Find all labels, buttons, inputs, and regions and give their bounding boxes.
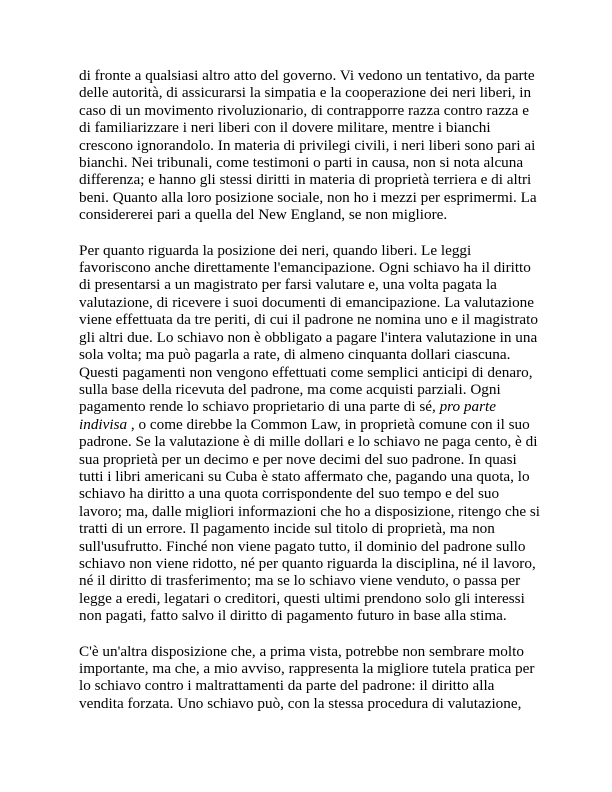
text-line: di presentarsi a un magistrato per farsi valutare e, una volta pagata la (79, 276, 497, 294)
text-line: favoriscono anche direttamente l'emancipazione. Ogni schiavo ha il diritto (79, 259, 531, 277)
text-line: crescono ignorandolo. In materia di privilegi civili, i neri liberi sono pari ai (79, 136, 536, 154)
text-line: beni. Quanto alla loro posizione sociale, non ho i mezzi per esprimermi. La (79, 188, 537, 206)
text-line: considererei pari a quella del New England, se non migliore. (79, 206, 448, 224)
text-line: valutazione, di ricevere i suoi documenti di emancipazione. La valutazione (79, 293, 535, 311)
text-line: Questi pagamenti non vengono effettuati come semplici anticipi di denaro, (79, 363, 533, 381)
text-line: tutti i libri americani su Cuba è stato affermato che, pagando una quota, lo (79, 467, 530, 485)
text-line-with-italic (79, 398, 549, 415)
italic-term: pro parte (439, 398, 496, 416)
text-line-with-italic (79, 416, 549, 433)
text-line: sua proprietà per un decimo e per nove decimi del suo padrone. In quasi (79, 450, 517, 468)
paragraph-1 (79, 67, 549, 224)
paragraph-3 (79, 643, 549, 713)
text-line: sulla base della ricevuta del padrone, ma come acquisti parziali. Ogni (79, 380, 501, 398)
text-line: né il diritto di trasferimento; ma se lo schiavo viene venduto, o passa per (79, 572, 521, 590)
text-line: schiavo ha diritto a una quota corrispondente del suo tempo e del suo (79, 485, 500, 503)
text-line: legge a eredi, legatari o creditori, questi ultimi prendono solo gli interessi (79, 589, 525, 607)
document-page (79, 67, 549, 712)
text-line: di familiarizzare i neri liberi con il dovere militare, mentre i bianchi (79, 119, 491, 137)
text-line: padrone. Se la valutazione è di mille dollari e lo schiavo ne paga cento, è di (79, 433, 538, 451)
text-line: lo schiavo contro i maltrattamenti da parte del padrone: il diritto alla (79, 677, 495, 695)
text-line: viene effettuata da tre periti, di cui il padrone ne nomina uno e il magistrato (79, 311, 538, 329)
text-line: C'è un'altra disposizione che, a prima vista, potrebbe non sembrare molto (79, 642, 524, 660)
text-line: non pagati, fatto salvo il diritto di pagamento futuro in base alla stima. (79, 607, 507, 625)
text-line: lavoro; ma, dalle migliori informazioni che ho a disposizione, ritengo che si (79, 502, 540, 520)
text-run: , o come direbbe la Common Law, in proprietà comune con il suo (127, 415, 530, 433)
text-line: gli altri due. Lo schiavo non è obbligato a pagare l'intera valutazione in una (79, 328, 538, 346)
text-line: importante, ma che, a mio avviso, rappresenta la migliore tutela pratica per (79, 660, 535, 677)
text-line: tratti di un errore. Il pagamento incide sul titolo di proprietà, ma non (79, 520, 495, 538)
text-line: caso di un movimento rivoluzionario, di contrapporre razza contro razza e (79, 101, 529, 119)
italic-term: indivisa (79, 415, 128, 433)
text-line: bianchi. Nei tribunali, come testimoni o parti in causa, non si nota alcuna (79, 154, 524, 172)
text-line: differenza; e hanno gli stessi diritti in materia di proprietà terriera e di altri (79, 171, 532, 189)
text-line: delle autorità, di assicurarsi la simpatia e la cooperazione dei neri liberi, in (79, 84, 532, 102)
paragraph-2 (79, 242, 549, 625)
text-run: pagamento rende lo schiavo proprietario di una parte di sé, (79, 398, 440, 416)
text-line: sull'usufrutto. Finché non viene pagato tutto, il dominio del padrone sullo (79, 537, 526, 555)
text-line: sola volta; ma può pagarla a rate, di almeno cinquanta dollari ciascuna. (79, 346, 511, 364)
text-line: di fronte a qualsiasi altro atto del governo. Vi vedono un tentativo, da parte (79, 67, 535, 84)
text-line: schiavo non viene ridotto, né per quanto riguarda la disciplina, né il lavoro, (79, 554, 536, 572)
text-line: Per quanto riguarda la posizione dei neri, quando liberi. Le leggi (79, 241, 472, 259)
text-line: vendita forzata. Uno schiavo può, con la stessa procedura di valutazione, (79, 694, 522, 712)
